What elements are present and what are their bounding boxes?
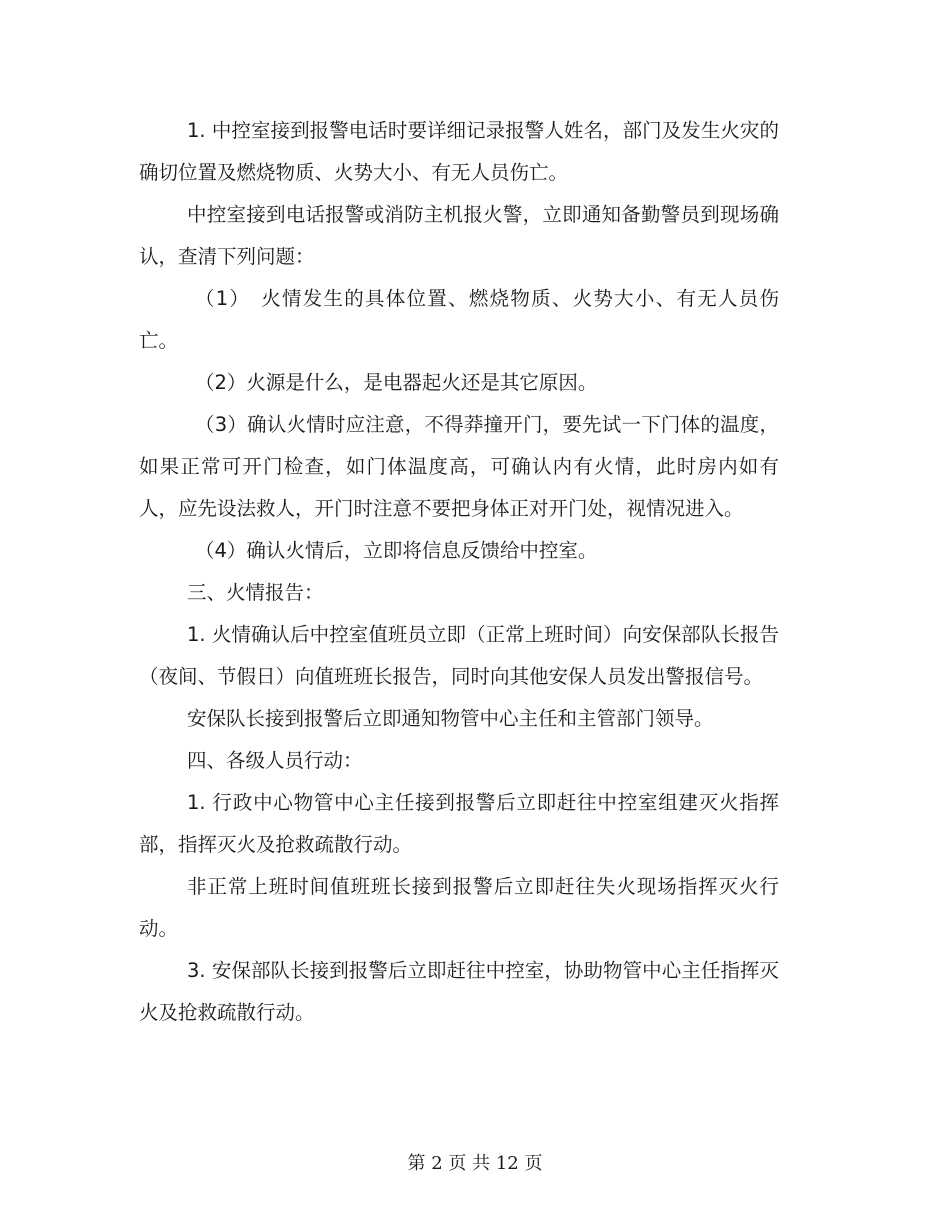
paragraph-item-2: （2）火源是什么，是电器起火还是其它原因。 [195, 371, 598, 394]
section-heading-personnel-actions: 四、各级人员行动： [187, 749, 363, 772]
document-body [139, 110, 779, 1034]
paragraph-item-3: （3）确认火情时应注意，不得莽撞开门，要先试一下门体的温度，如果正常可开门检查，如门体温度高，可确认内有火情，此时房内如有人，应先设法救人，开门时注意不要把身体正对开门处，视情况进入。 [139, 413, 779, 520]
paragraph-confirm-scene: 中控室接到电话报警或消防主机报火警，立即通知备勤警员到现场确认，查清下列问题： [139, 203, 779, 268]
paragraph-action-2: 非正常上班时间值班班长接到报警后立即赶往失火现场指挥灭火行动。 [139, 875, 779, 940]
page-number-footer: 第 2 页 共 12 页 [407, 1153, 543, 1174]
paragraph-item-1: （1） 火情发生的具体位置、燃烧物质、火势大小、有无人员伤亡。 [139, 287, 779, 352]
paragraph-report-2: 安保队长接到报警后立即通知物管中心主任和主管部门领导。 [187, 707, 714, 730]
paragraph-report-1: 1. 火情确认后中控室值班员立即（正常上班时间）向安保部队长报告（夜间、节假日）向值班班长报告，同时向其他安保人员发出警报信号。 [139, 623, 779, 688]
section-heading-fire-report: 三、火情报告： [187, 581, 324, 604]
paragraph-record-call: 1. 中控室接到报警电话时要详细记录报警人姓名，部门及发生火灾的确切位置及燃烧物质、火势大小、有无人员伤亡。 [139, 119, 779, 184]
paragraph-item-4: （4）确认火情后，立即将信息反馈给中控室。 [195, 539, 598, 562]
paragraph-action-3: 3. 安保部队长接到报警后立即赶往中控室，协助物管中心主任指挥灭火及抢救疏散行动。 [139, 959, 779, 1024]
paragraph-action-1: 1. 行政中心物管中心主任接到报警后立即赶往中控室组建灭火指挥部，指挥灭火及抢救疏散行动。 [139, 791, 779, 856]
